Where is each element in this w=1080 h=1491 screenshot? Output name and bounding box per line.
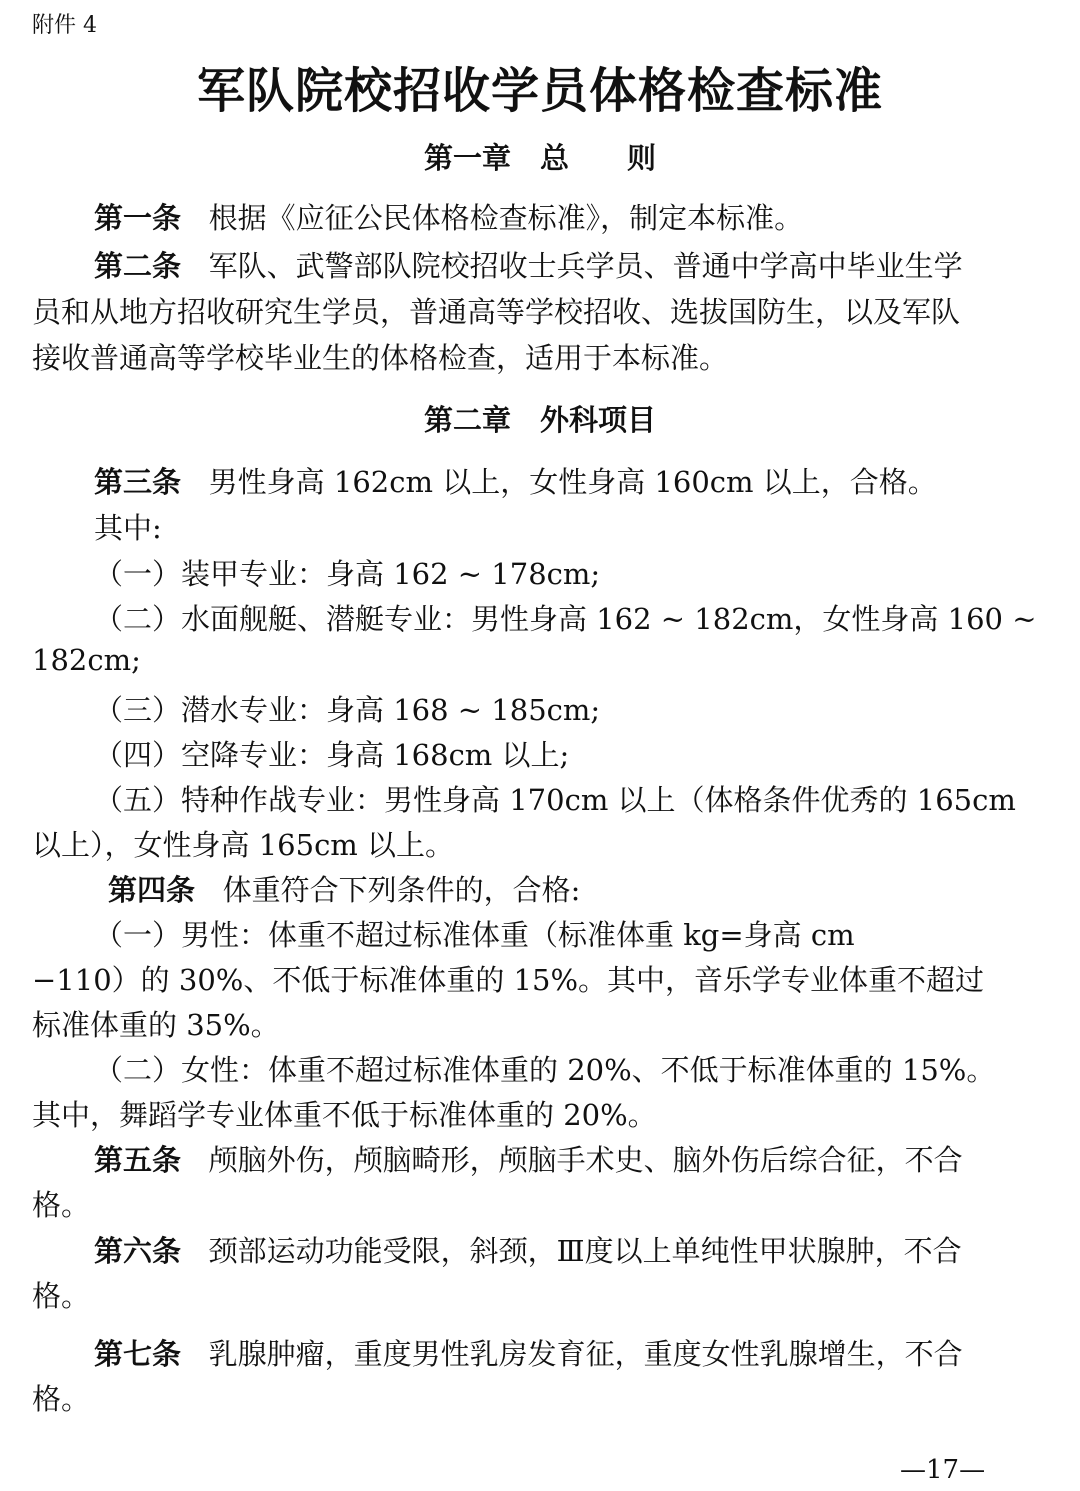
article-5 — [94, 1138, 963, 1179]
article-text: 颈部运动功能受限，斜颈，Ⅲ度以上单纯性甲状腺肿，不合 — [208, 1234, 962, 1268]
attachment-label: 附件 4 — [32, 13, 97, 38]
article-4-male-cont-1: −110）的 30%、不低于标准体重的 15%。其中，音乐学专业体重不超过 — [32, 963, 985, 997]
article-label: 第五条 — [94, 1143, 182, 1177]
article-label: 第三条 — [94, 465, 182, 499]
article-6 — [94, 1229, 962, 1270]
article-2-line-3: 接收普通高等学校毕业生的体格检查，适用于本标准。 — [32, 341, 729, 375]
article-label: 第一条 — [94, 201, 182, 235]
chapter-2-heading: 第二章 外科项目 — [423, 403, 656, 437]
article-4-female: （二）女性：体重不超过标准体重的 20%、不低于标准体重的 15%。 — [94, 1053, 996, 1087]
article-2 — [94, 244, 963, 285]
article-5-cont: 格。 — [32, 1188, 91, 1222]
article-4-male-cont-2: 标准体重的 35%。 — [32, 1008, 280, 1042]
article-3-item-5-cont: 以上），女性身高 165cm 以上。 — [32, 828, 455, 862]
chapter-1-heading: 第一章 总 则 — [423, 141, 656, 175]
article-label: 第四条 — [108, 873, 196, 907]
article-3-item-4: （四）空降专业：身高 168cm 以上; — [94, 738, 570, 772]
article-text: 军队、武警部队院校招收士兵学员、普通中学高中毕业生学 — [208, 249, 963, 283]
article-3-item-1: （一）装甲专业：身高 162 ~ 178cm; — [94, 557, 601, 591]
article-text: 男性身高 162cm 以上，女性身高 160cm 以上，合格。 — [208, 465, 937, 499]
article-text: 乳腺肿瘤，重度男性乳房发育征，重度女性乳腺增生，不合 — [208, 1337, 963, 1371]
article-3-item-2-cont: 182cm; — [32, 643, 141, 677]
page-number: —17— — [900, 1455, 986, 1485]
article-text: 根据《应征公民体格检查标准》，制定本标准。 — [208, 201, 804, 235]
page-title: 军队院校招收学员体格检查标准 — [196, 63, 883, 119]
article-6-cont: 格。 — [32, 1279, 91, 1313]
article-4 — [108, 868, 580, 909]
article-3 — [94, 460, 937, 501]
article-7 — [94, 1332, 963, 1373]
article-1 — [94, 196, 803, 237]
article-4-male: （一）男性：体重不超过标准体重（标准体重 kg=身高 cm — [94, 918, 855, 952]
article-label: 第六条 — [94, 1234, 182, 1268]
article-label: 第二条 — [94, 249, 182, 283]
article-7-cont: 格。 — [32, 1382, 91, 1416]
article-3-item-3: （三）潜水专业：身高 168 ~ 185cm; — [94, 693, 601, 727]
article-3-item-2: （二）水面舰艇、潜艇专业：男性身高 162 ~ 182cm，女性身高 160 ~ — [94, 602, 1037, 636]
article-2-line-2: 员和从地方招收研究生学员，普通高等学校招收、选拔国防生，以及军队 — [32, 295, 961, 329]
article-label: 第七条 — [94, 1337, 182, 1371]
article-3-item-5: （五）特种作战专业：男性身高 170cm 以上（体格条件优秀的 165cm — [94, 783, 1016, 817]
article-4-female-cont: 其中，舞蹈学专业体重不低于标准体重的 20%。 — [32, 1098, 657, 1132]
article-text: 颅脑外伤，颅脑畸形，颅脑手术史、脑外伤后综合征，不合 — [208, 1143, 963, 1177]
article-text: 体重符合下列条件的，合格: — [222, 873, 581, 907]
article-3-qizhong: 其中: — [94, 511, 162, 545]
